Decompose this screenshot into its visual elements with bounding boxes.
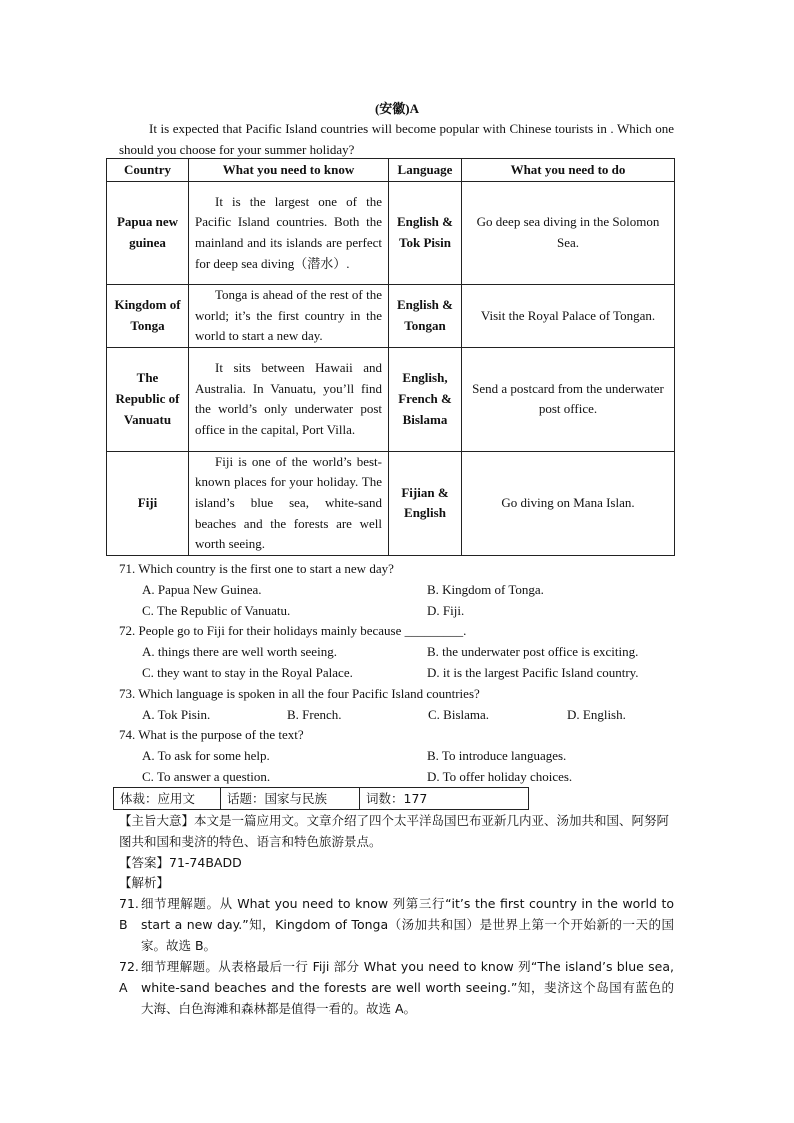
know-cell: It sits between Hawaii and Australia. In Vanuatu, you’ll find the world’s only underwater post office in the capital, Port Villa.	[189, 347, 389, 451]
answer-key: 【答案】71-74BADD	[119, 855, 242, 870]
table-header: Country	[107, 159, 189, 182]
language-cell: English & Tongan	[389, 285, 462, 348]
answer-option: B. To introduce languages.	[427, 748, 567, 763]
answer-option: C. Bislama.	[428, 707, 490, 722]
explanation-text: 细节理解题。从表格最后一行 Fiji 部分 What you need to know 列“The island’s blue sea, white-sand beaches and the forests are well worth seeing.”知，斐济这个岛国有蓝色的大海、白色海滩和森林都是值得一看的。故选 A。	[141, 959, 674, 1016]
word-count-label: 词数：177	[366, 791, 428, 806]
know-cell: Fiji is one of the world’s best-known places for your holiday. The island’s blue sea, white-sand beaches and the forests are well worth seeing.	[189, 451, 389, 555]
language-cell: Fijian & English	[389, 451, 462, 555]
summary-paragraph: 【主旨大意】本文是一篇应用文。文章介绍了四个太平洋岛国巴布亚新几内亚、汤加共和国、阿努阿图共和国和斐济的特色、语言和特色旅游景点。	[119, 813, 670, 849]
answer-option: A. Papua New Guinea.	[142, 582, 262, 597]
answer-option: D. Fiji.	[427, 603, 465, 618]
answer-option: B. Kingdom of Tonga.	[427, 582, 544, 597]
todo-cell: Go diving on Mana Islan.	[462, 451, 675, 555]
table-header-row	[107, 159, 675, 182]
table-header: What you need to know	[189, 159, 389, 182]
genre-label: 体裁：应用文	[114, 788, 221, 809]
country-table	[106, 158, 675, 556]
topic-label: 话题：国家与民族	[221, 788, 360, 809]
answer-option: C. they want to stay in the Royal Palace.	[142, 665, 353, 680]
answer-option: A. To ask for some help.	[142, 748, 270, 763]
table-row	[107, 347, 675, 451]
answer-option: A. Tok Pisin.	[142, 707, 211, 722]
answer-option: B. French.	[287, 707, 342, 722]
country-cell: The Republic of Vanuatu	[107, 347, 189, 451]
country-cell: Kingdom of Tonga	[107, 285, 189, 348]
intro-paragraph: It is expected that Pacific Island countries will become popular with Chinese tourists in . Which one should you choose for your summer holiday?	[119, 121, 674, 157]
table-row	[107, 451, 675, 555]
answer-option: C. The Republic of Vanuatu.	[142, 603, 291, 618]
page-title: (安徽)A	[374, 101, 420, 116]
answer-option: B. the underwater post office is exciting.	[427, 644, 639, 659]
explanation-item	[119, 956, 674, 1019]
explanation-number: 71. B	[119, 896, 139, 932]
analysis-label: 【解析】	[119, 875, 170, 890]
question-stem: 71. Which country is the first one to start a new day?	[119, 561, 394, 576]
answer-option: D. English.	[567, 707, 626, 722]
answer-option: C. To answer a question.	[142, 769, 271, 784]
country-cell: Papua new guinea	[107, 182, 189, 285]
explanation-number: 72. A	[119, 959, 139, 995]
table-header: What you need to do	[462, 159, 675, 182]
todo-cell: Go deep sea diving in the Solomon Sea.	[462, 182, 675, 285]
explanation-text: 细节理解题。从 What you need to know 列第三行“it’s the first country in the world to start a new day.”知，Kingdom of Tonga（汤加共和国）是世界上第一个开始新的一天的国家。故选 B。	[141, 896, 674, 953]
todo-cell: Send a postcard from the underwater post office.	[462, 347, 675, 451]
language-cell: English & Tok Pisin	[389, 182, 462, 285]
table-header: Language	[389, 159, 462, 182]
language-cell: English, French & Bislama	[389, 347, 462, 451]
table-row	[107, 285, 675, 348]
meta-info-box	[113, 787, 529, 810]
know-cell: Tonga is ahead of the rest of the world; it’s the first country in the world to start a new day.	[189, 285, 389, 348]
country-cell: Fiji	[107, 451, 189, 555]
question-stem: 74. What is the purpose of the text?	[119, 727, 304, 742]
answer-option: D. To offer holiday choices.	[427, 769, 573, 784]
know-cell: It is the largest one of the Pacific Island countries. Both the mainland and its islands are perfect for deep sea diving（潜水）.	[189, 182, 389, 285]
explanation-item	[119, 893, 674, 956]
answer-option: A. things there are well worth seeing.	[142, 644, 337, 659]
question-stem: 72. People go to Fiji for their holidays mainly because _________.	[119, 623, 467, 638]
todo-cell: Visit the Royal Palace of Tongan.	[462, 285, 675, 348]
question-stem: 73. Which language is spoken in all the four Pacific Island countries?	[119, 686, 480, 701]
table-row	[107, 182, 675, 285]
answer-option: D. it is the largest Pacific Island country.	[427, 665, 639, 680]
